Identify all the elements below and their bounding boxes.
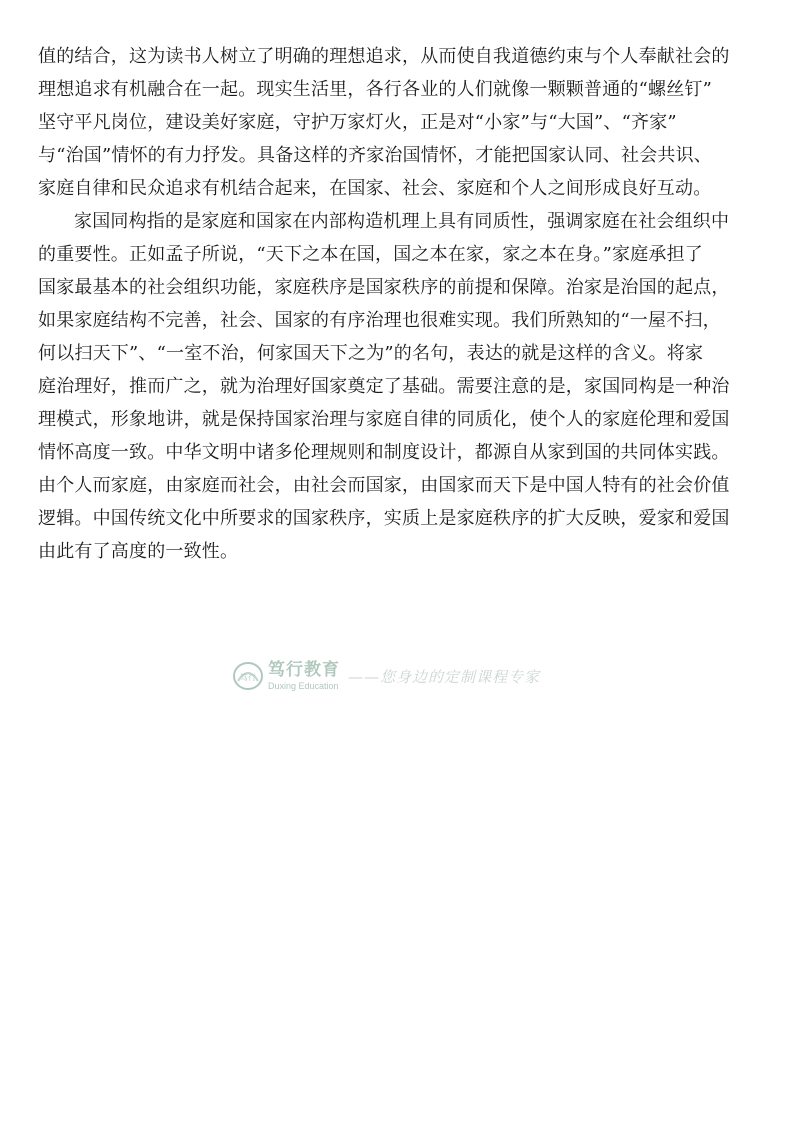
duxing-logo-icon: [232, 661, 264, 691]
text-line: 的重要性。正如孟子所说，“天下之本在国，国之本在家，家之本在身。”家庭承担了: [38, 244, 704, 265]
watermark-slogan: ——您身边的定制课程专家: [348, 667, 541, 686]
text-line: 家国同构指的是家庭和国家在内部构造机理上具有同质性，强调家庭在社会组织中: [74, 211, 730, 232]
text-line: 由个人而家庭，由家庭而社会，由社会而国家，由国家而天下是中国人特有的社会价值: [38, 475, 730, 496]
text-line: 何以扫天下”、“一室不治，何家国天下之为”的名句，表达的就是这样的含义。将家: [38, 343, 704, 364]
watermark: [232, 660, 540, 692]
text-line: 家庭自律和民众追求有机结合起来，在国家、社会、家庭和个人之间形成良好互动。: [38, 178, 712, 199]
text-line: 坚守平凡岗位，建设美好家庭，守护万家灯火，正是对“小家”与“大国”、“齐家”: [38, 112, 677, 133]
text-line: 理模式，形象地讲，就是保持国家治理与家庭自律的同质化，使个人的家庭伦理和爱国: [38, 409, 730, 430]
watermark-brand: [268, 659, 340, 691]
text-line: 与“治国”情怀的有力抒发。具备这样的齐家治国情怀，才能把国家认同、社会共识、: [38, 145, 713, 166]
text-line: 如果家庭结构不完善，社会、国家的有序治理也很难实现。我们所熟知的“一屋不扫，: [38, 310, 721, 331]
text-line: 由此有了高度的一致性。: [38, 541, 239, 562]
text-line: 值的结合，这为读书人树立了明确的理想追求，从而使自我道德约束与个人奉献社会的: [38, 46, 730, 67]
text-line: 国家最基本的社会组织功能，家庭秩序是国家秩序的前提和保障。治家是治国的起点，: [38, 277, 730, 298]
text-line: 理想追求有机融合在一起。现实生活里，各行各业的人们就像一颗颗普通的“螺丝钉”: [38, 79, 713, 100]
text-line: 逻辑。中国传统文化中所要求的国家秩序，实质上是家庭秩序的扩大反映，爱家和爱国: [38, 508, 730, 529]
text-line: 庭治理好，推而广之，就为治理好国家奠定了基础。需要注意的是，家国同构是一种治: [38, 376, 730, 397]
watermark-brand-cn: 笃行教育: [268, 659, 340, 680]
logo-text: 笃行: [240, 673, 256, 682]
watermark-brand-en: Duxing Education: [268, 680, 339, 691]
text-line: 情怀高度一致。中华文明中诸多伦理规则和制度设计，都源自从家到国的共同体实践。: [38, 442, 730, 463]
